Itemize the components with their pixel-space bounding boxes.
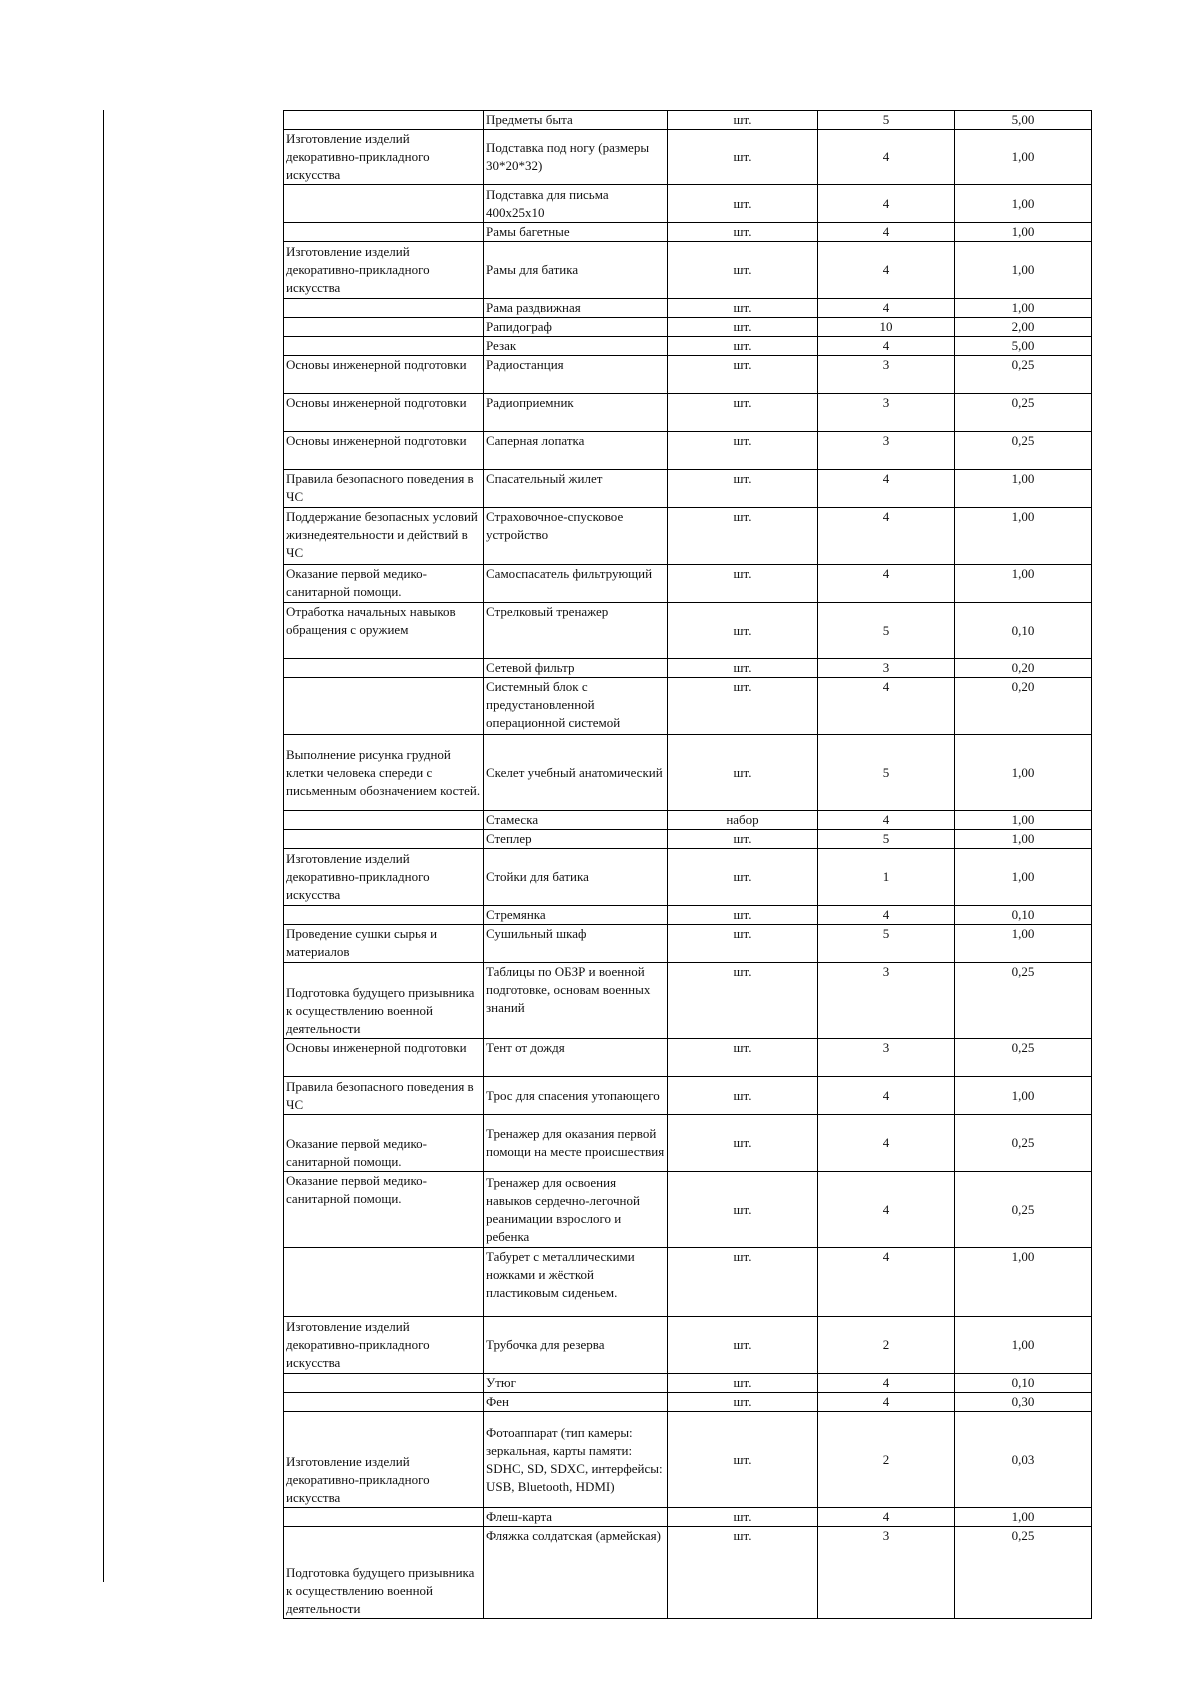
unit-cell: шт. — [668, 432, 818, 470]
quantity-cell: 4 — [818, 1374, 955, 1393]
quantity-cell: 4 — [818, 508, 955, 565]
norm-cell: 0,20 — [955, 659, 1092, 678]
item-name-cell: Радиостанция — [484, 356, 668, 394]
table-row — [284, 223, 1092, 242]
norm-cell: 1,00 — [955, 925, 1092, 963]
item-name-cell: Страховочное-спусковое устройство — [484, 508, 668, 565]
norm-cell: 1,00 — [955, 811, 1092, 830]
norm-cell: 0,03 — [955, 1412, 1092, 1508]
quantity-cell: 4 — [818, 1508, 955, 1527]
table-row — [284, 130, 1092, 185]
table-row — [284, 394, 1092, 432]
item-name-cell: Системный блок с предустановленной операционной системой — [484, 678, 668, 735]
item-name-cell: Трубочка для резерва — [484, 1317, 668, 1374]
norm-cell: 0,10 — [955, 1374, 1092, 1393]
quantity-cell: 4 — [818, 242, 955, 299]
quantity-cell: 5 — [818, 603, 955, 659]
unit-cell: шт. — [668, 1412, 818, 1508]
activity-cell — [284, 1508, 484, 1527]
unit-cell: шт. — [668, 603, 818, 659]
quantity-cell: 5 — [818, 111, 955, 130]
activity-cell: Правила безопасного поведения в ЧС — [284, 1077, 484, 1115]
quantity-cell: 1 — [818, 849, 955, 906]
activity-cell: Основы инженерной подготовки — [284, 432, 484, 470]
quantity-cell: 5 — [818, 925, 955, 963]
unit-cell: шт. — [668, 1248, 818, 1317]
quantity-cell: 4 — [818, 223, 955, 242]
quantity-cell: 4 — [818, 811, 955, 830]
norm-cell: 1,00 — [955, 849, 1092, 906]
unit-cell: шт. — [668, 223, 818, 242]
activity-cell: Отработка начальных навыков обращения с оружием — [284, 603, 484, 659]
unit-cell: шт. — [668, 242, 818, 299]
item-name-cell: Фляжка солдатская (армейская) — [484, 1527, 668, 1619]
unit-cell: шт. — [668, 565, 818, 603]
item-name-cell: Трос для спасения утопающего — [484, 1077, 668, 1115]
item-name-cell: Спасательный жилет — [484, 470, 668, 508]
quantity-cell: 4 — [818, 1172, 955, 1248]
table-row — [284, 111, 1092, 130]
activity-cell: Изготовление изделий декоративно-прикладного искусства — [284, 849, 484, 906]
table-row — [284, 1317, 1092, 1374]
quantity-cell: 3 — [818, 659, 955, 678]
table-row — [284, 906, 1092, 925]
table-row — [284, 299, 1092, 318]
norm-cell: 1,00 — [955, 1508, 1092, 1527]
quantity-cell: 4 — [818, 337, 955, 356]
table-row — [284, 830, 1092, 849]
norm-cell: 1,00 — [955, 299, 1092, 318]
unit-cell: шт. — [668, 470, 818, 508]
table-row — [284, 565, 1092, 603]
norm-cell: 1,00 — [955, 565, 1092, 603]
equipment-table — [283, 110, 1092, 1619]
table-row — [284, 811, 1092, 830]
table-row — [284, 508, 1092, 565]
unit-cell: шт. — [668, 1115, 818, 1172]
unit-cell: шт. — [668, 1039, 818, 1077]
item-name-cell: Сушильный шкаф — [484, 925, 668, 963]
norm-cell: 0,25 — [955, 432, 1092, 470]
unit-cell: шт. — [668, 963, 818, 1039]
quantity-cell: 3 — [818, 432, 955, 470]
quantity-cell: 4 — [818, 130, 955, 185]
table-row — [284, 337, 1092, 356]
table-row — [284, 1115, 1092, 1172]
quantity-cell: 3 — [818, 394, 955, 432]
activity-cell: Изготовление изделий декоративно-прикладного искусства — [284, 242, 484, 299]
activity-cell: Проведение сушки сырья и материалов — [284, 925, 484, 963]
activity-cell — [284, 111, 484, 130]
table-row — [284, 678, 1092, 735]
unit-cell: шт. — [668, 356, 818, 394]
unit-cell: шт. — [668, 185, 818, 223]
unit-cell: шт. — [668, 830, 818, 849]
unit-cell: шт. — [668, 337, 818, 356]
norm-cell: 1,00 — [955, 242, 1092, 299]
norm-cell: 0,10 — [955, 906, 1092, 925]
unit-cell: шт. — [668, 1172, 818, 1248]
norm-cell: 0,25 — [955, 1115, 1092, 1172]
unit-cell: шт. — [668, 925, 818, 963]
quantity-cell: 5 — [818, 830, 955, 849]
table-row — [284, 603, 1092, 659]
unit-cell: шт. — [668, 1527, 818, 1619]
activity-cell: Оказание первой медико-санитарной помощи. — [284, 565, 484, 603]
quantity-cell: 4 — [818, 1248, 955, 1317]
quantity-cell: 4 — [818, 1077, 955, 1115]
activity-cell: Основы инженерной подготовки — [284, 356, 484, 394]
item-name-cell: Самоспасатель фильтрующий — [484, 565, 668, 603]
item-name-cell: Стремянка — [484, 906, 668, 925]
unit-cell: шт. — [668, 906, 818, 925]
quantity-cell: 3 — [818, 1039, 955, 1077]
norm-cell: 2,00 — [955, 318, 1092, 337]
item-name-cell: Радиоприемник — [484, 394, 668, 432]
quantity-cell: 4 — [818, 185, 955, 223]
item-name-cell: Тент от дождя — [484, 1039, 668, 1077]
table-row — [284, 470, 1092, 508]
table-row — [284, 185, 1092, 223]
table-row — [284, 1527, 1092, 1619]
item-name-cell: Стамеска — [484, 811, 668, 830]
quantity-cell: 3 — [818, 963, 955, 1039]
norm-cell: 1,00 — [955, 735, 1092, 811]
norm-cell: 0,25 — [955, 394, 1092, 432]
norm-cell: 0,25 — [955, 1172, 1092, 1248]
quantity-cell: 3 — [818, 1527, 955, 1619]
table-row — [284, 1248, 1092, 1317]
quantity-cell: 2 — [818, 1317, 955, 1374]
activity-cell: Оказание первой медико-санитарной помощи. — [284, 1172, 484, 1248]
table-row — [284, 659, 1092, 678]
activity-cell: Выполнение рисунка грудной клетки человека спереди с письменным обозначением костей. — [284, 735, 484, 811]
item-name-cell: Рама раздвижная — [484, 299, 668, 318]
unit-cell: шт. — [668, 735, 818, 811]
quantity-cell: 4 — [818, 678, 955, 735]
unit-cell: шт. — [668, 130, 818, 185]
unit-cell: шт. — [668, 678, 818, 735]
activity-cell — [284, 1248, 484, 1317]
item-name-cell: Сетевой фильтр — [484, 659, 668, 678]
item-name-cell: Тренажер для освоения навыков сердечно-легочной реанимации взрослого и ребенка — [484, 1172, 668, 1248]
item-name-cell: Рамы для батика — [484, 242, 668, 299]
unit-cell: шт. — [668, 659, 818, 678]
activity-cell: Основы инженерной подготовки — [284, 1039, 484, 1077]
quantity-cell: 10 — [818, 318, 955, 337]
activity-cell — [284, 811, 484, 830]
table-row — [284, 242, 1092, 299]
activity-cell: Изготовление изделий декоративно-прикладного искусства — [284, 1317, 484, 1374]
activity-cell — [284, 185, 484, 223]
unit-cell: шт. — [668, 849, 818, 906]
table-row — [284, 1508, 1092, 1527]
item-name-cell: Таблицы по ОБЗР и военной подготовке, основам военных знаний — [484, 963, 668, 1039]
table-row — [284, 318, 1092, 337]
unit-cell: набор — [668, 811, 818, 830]
quantity-cell: 4 — [818, 299, 955, 318]
table-row — [284, 963, 1092, 1039]
quantity-cell: 4 — [818, 1393, 955, 1412]
unit-cell: шт. — [668, 318, 818, 337]
activity-cell: Оказание первой медико-санитарной помощи. — [284, 1115, 484, 1172]
item-name-cell: Табурет с металлическими ножками и жёсткой пластиковым сиденьем. — [484, 1248, 668, 1317]
norm-cell: 1,00 — [955, 223, 1092, 242]
unit-cell: шт. — [668, 508, 818, 565]
activity-cell — [284, 223, 484, 242]
activity-cell — [284, 299, 484, 318]
activity-cell: Подготовка будущего призывника к осуществлению военной деятельности — [284, 963, 484, 1039]
activity-cell — [284, 1374, 484, 1393]
item-name-cell: Флеш-карта — [484, 1508, 668, 1527]
item-name-cell: Утюг — [484, 1374, 668, 1393]
norm-cell: 0,25 — [955, 1039, 1092, 1077]
equipment-table-body — [284, 111, 1092, 1619]
quantity-cell: 5 — [818, 735, 955, 811]
quantity-cell: 4 — [818, 906, 955, 925]
quantity-cell: 4 — [818, 470, 955, 508]
item-name-cell: Саперная лопатка — [484, 432, 668, 470]
unit-cell: шт. — [668, 1508, 818, 1527]
activity-cell — [284, 337, 484, 356]
norm-cell: 1,00 — [955, 1317, 1092, 1374]
unit-cell: шт. — [668, 1393, 818, 1412]
unit-cell: шт. — [668, 111, 818, 130]
item-name-cell: Степлер — [484, 830, 668, 849]
activity-cell — [284, 659, 484, 678]
norm-cell: 0,10 — [955, 603, 1092, 659]
table-row — [284, 1172, 1092, 1248]
item-name-cell: Подставка под ногу (размеры 30*20*32) — [484, 130, 668, 185]
item-name-cell: Скелет учебный анатомический — [484, 735, 668, 811]
item-name-cell: Рапидограф — [484, 318, 668, 337]
norm-cell: 0,25 — [955, 963, 1092, 1039]
activity-cell: Правила безопасного поведения в ЧС — [284, 470, 484, 508]
table-row — [284, 356, 1092, 394]
item-name-cell: Предметы быта — [484, 111, 668, 130]
item-name-cell: Резак — [484, 337, 668, 356]
unit-cell: шт. — [668, 394, 818, 432]
item-name-cell: Подставка для письма 400х25х10 — [484, 185, 668, 223]
table-row — [284, 1393, 1092, 1412]
table-row — [284, 432, 1092, 470]
unit-cell: шт. — [668, 1374, 818, 1393]
norm-cell: 1,00 — [955, 1248, 1092, 1317]
unit-cell: шт. — [668, 1317, 818, 1374]
page-margin-line — [103, 110, 104, 1582]
table-row — [284, 1412, 1092, 1508]
table-row — [284, 1077, 1092, 1115]
item-name-cell: Рамы багетные — [484, 223, 668, 242]
table-row — [284, 1374, 1092, 1393]
table-row — [284, 735, 1092, 811]
item-name-cell: Фен — [484, 1393, 668, 1412]
unit-cell: шт. — [668, 299, 818, 318]
activity-cell — [284, 906, 484, 925]
norm-cell: 0,25 — [955, 356, 1092, 394]
activity-cell — [284, 678, 484, 735]
norm-cell: 5,00 — [955, 111, 1092, 130]
norm-cell: 1,00 — [955, 185, 1092, 223]
norm-cell: 0,20 — [955, 678, 1092, 735]
activity-cell: Поддержание безопасных условий жизнедеятельности и действий в ЧС — [284, 508, 484, 565]
activity-cell — [284, 830, 484, 849]
unit-cell: шт. — [668, 1077, 818, 1115]
activity-cell: Подготовка будущего призывника к осуществлению военной деятельности — [284, 1527, 484, 1619]
activity-cell — [284, 1393, 484, 1412]
quantity-cell: 3 — [818, 356, 955, 394]
norm-cell: 1,00 — [955, 470, 1092, 508]
activity-cell — [284, 318, 484, 337]
table-row — [284, 849, 1092, 906]
norm-cell: 0,25 — [955, 1527, 1092, 1619]
norm-cell: 5,00 — [955, 337, 1092, 356]
activity-cell: Изготовление изделий декоративно-прикладного искусства — [284, 1412, 484, 1508]
table-row — [284, 1039, 1092, 1077]
activity-cell: Изготовление изделий декоративно-прикладного искусства — [284, 130, 484, 185]
item-name-cell: Фотоаппарат (тип камеры: зеркальная, карты памяти: SDHC, SD, SDXC, интерфейсы: USB, Bluetooth, HDMI) — [484, 1412, 668, 1508]
table-row — [284, 925, 1092, 963]
norm-cell: 1,00 — [955, 830, 1092, 849]
norm-cell: 1,00 — [955, 1077, 1092, 1115]
quantity-cell: 4 — [818, 565, 955, 603]
activity-cell: Основы инженерной подготовки — [284, 394, 484, 432]
norm-cell: 1,00 — [955, 508, 1092, 565]
norm-cell: 0,30 — [955, 1393, 1092, 1412]
quantity-cell: 4 — [818, 1115, 955, 1172]
norm-cell: 1,00 — [955, 130, 1092, 185]
item-name-cell: Тренажер для оказания первой помощи на месте происшествия — [484, 1115, 668, 1172]
item-name-cell: Стойки для батика — [484, 849, 668, 906]
quantity-cell: 2 — [818, 1412, 955, 1508]
item-name-cell: Стрелковый тренажер — [484, 603, 668, 659]
